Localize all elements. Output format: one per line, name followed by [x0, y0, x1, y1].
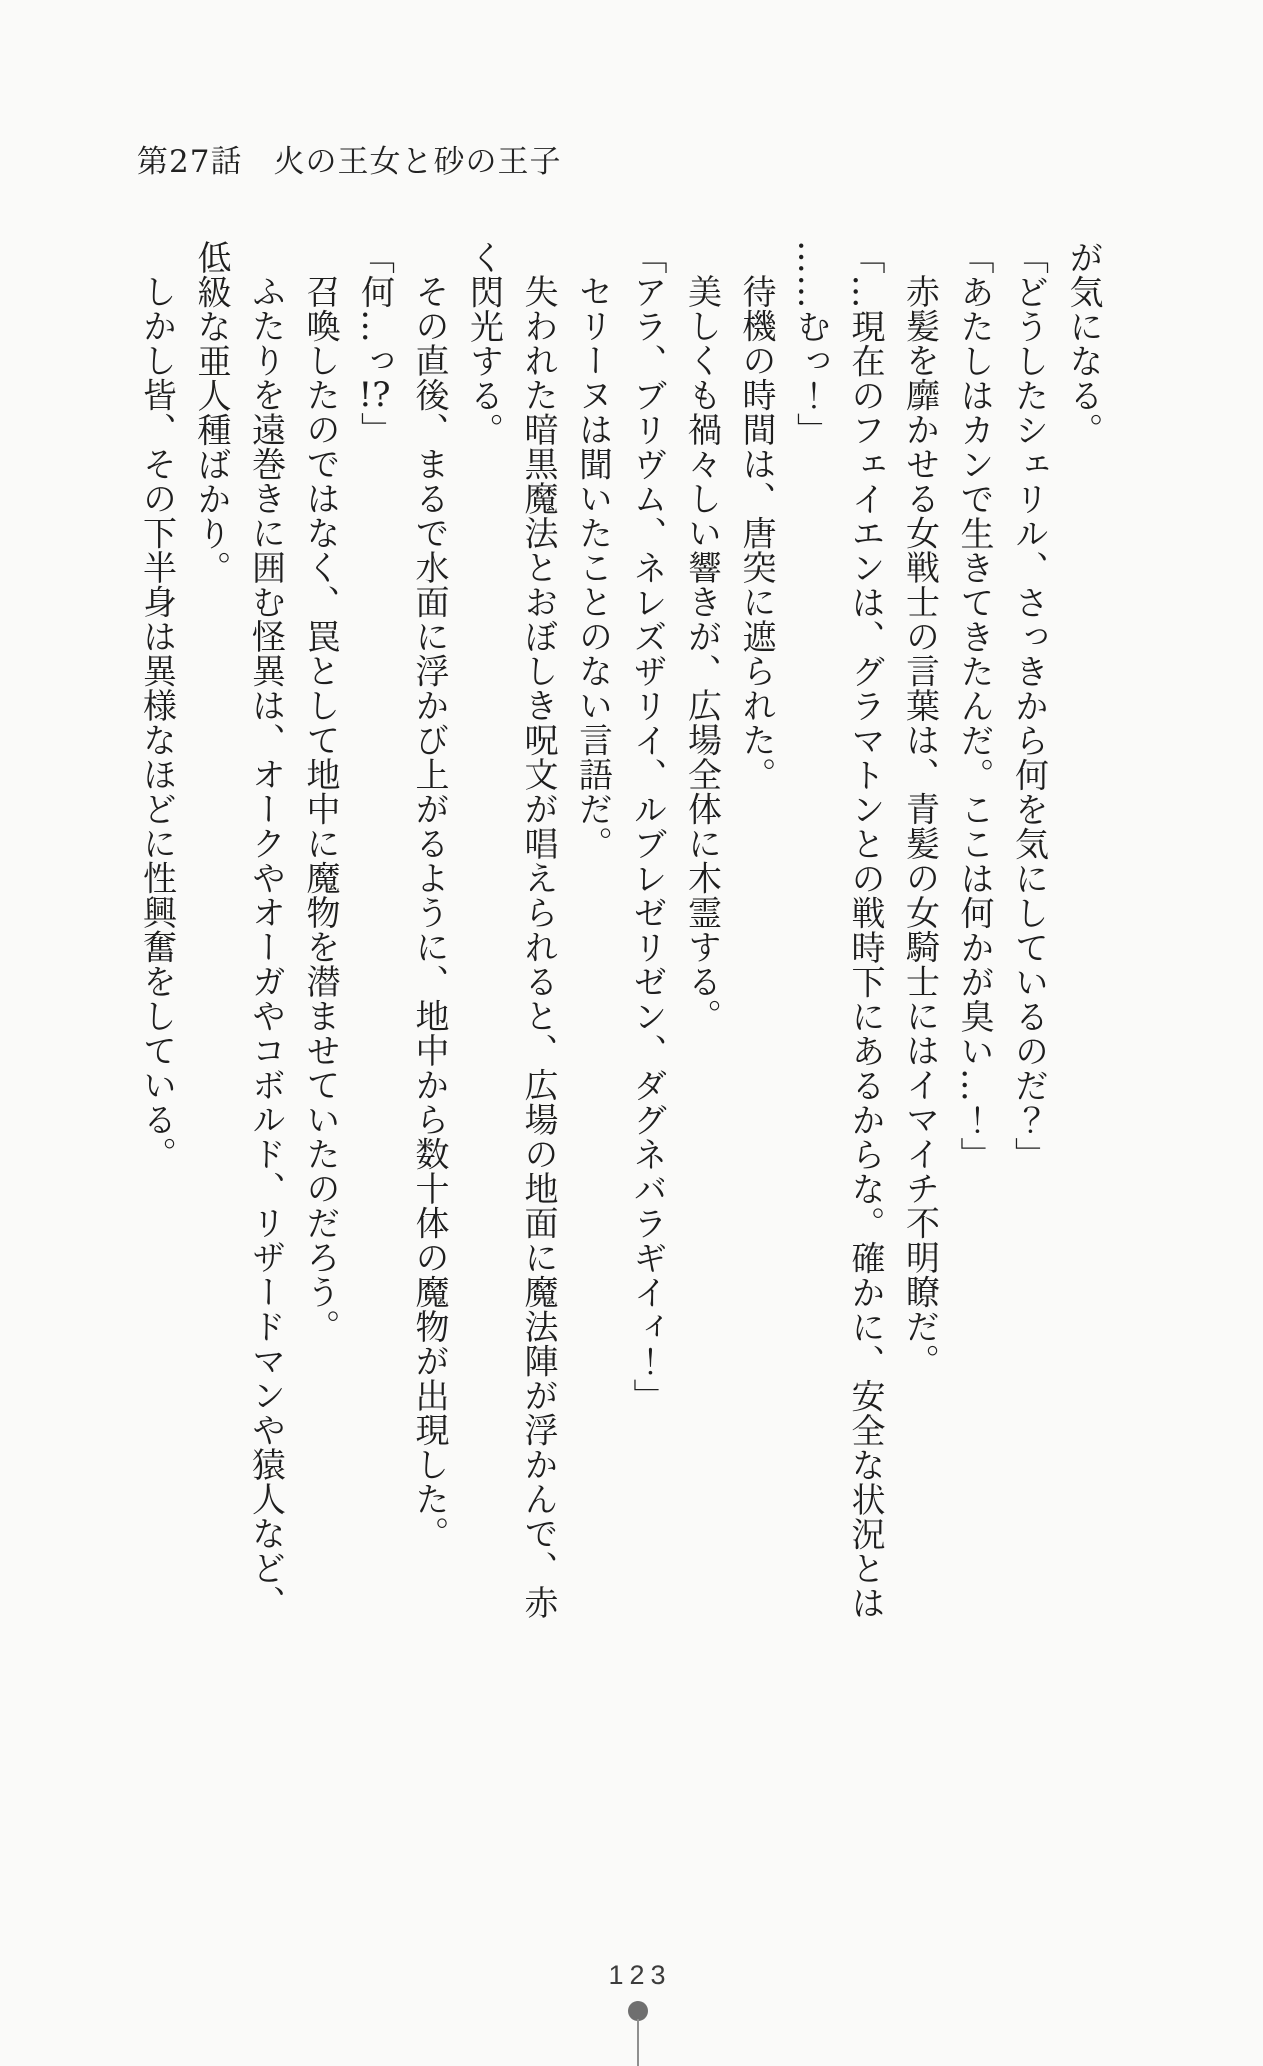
text-line [293, 240, 348, 1632]
chapter-title: 火の王女と砂の王子 [273, 144, 562, 180]
text-run: 召喚したのではなく、罠として地中に魔物を潜ませていたのだろう。 [300, 274, 340, 1344]
text-line [838, 240, 893, 1632]
text-run: 美しくも禍々しい響きが、広場全体に木霊する。 [681, 274, 722, 1033]
text-run: 「アラ、ブリヴム、ネレズザリイ、ルブレゼリゼン、ダグネバラギイィ！」 [627, 240, 667, 1413]
text-run: ふたりを遠巻きに囲む怪異は、オークやオーガやコボルド、リザードマンや猿人など、 [245, 274, 286, 1620]
text-line [674, 240, 729, 1632]
text-line [129, 240, 184, 1632]
text-line [947, 240, 1002, 1632]
text-run: 「…現在のフェイエンは、グラマトンとの戦時下にあるからな。確かに、安全な状況とは [845, 240, 885, 1620]
text-run: 「何…っ [354, 240, 395, 378]
text-line [892, 240, 947, 1632]
text-run: 赤髪を靡かせる女戦士の言葉は、青髪の女騎士にはイマイチ不明瞭だ。 [899, 274, 940, 1378]
text-run: 低級な亜人種ばかり。 [191, 240, 231, 585]
text-line [238, 240, 293, 1632]
tatechuyoko-run: !? [358, 378, 391, 412]
text-run: その直後、まるで水面に浮かび上がるように、地中から数十体の魔物が出現した。 [409, 274, 449, 1551]
text-run: が気になる。 [1063, 240, 1103, 447]
text-run: セリーヌは聞いたことのない言語だ。 [572, 274, 613, 861]
body-text-block [129, 240, 1110, 1632]
text-line [1056, 240, 1111, 1632]
text-line [402, 240, 457, 1632]
chapter-header [137, 136, 561, 181]
section-divider-line [637, 2019, 639, 2066]
text-line [511, 240, 566, 1632]
text-line [456, 240, 511, 1632]
text-line [565, 240, 620, 1632]
text-line [184, 240, 239, 1632]
page-number: 123 [608, 1960, 672, 1990]
chapter-number: 第27話 [137, 144, 243, 180]
text-line [729, 240, 784, 1632]
text-line [620, 240, 675, 1632]
text-run: 待機の時間は、唐突に遮られた。 [736, 274, 776, 792]
text-line [1001, 240, 1056, 1632]
text-run: しかし皆、その下半身は異様なほどに性興奮をしている。 [136, 274, 177, 1171]
text-run: 」 [354, 412, 395, 447]
text-run: ……むっ！」 [790, 240, 831, 447]
text-run: 「どうしたシェリル、さっきから何を気にしているのだ？」 [1008, 240, 1049, 1172]
text-run: 「あたしはカンで生きてきたんだ。ここは何かが臭い…！」 [954, 240, 994, 1172]
section-divider-dot-icon [628, 2001, 648, 2021]
text-line [783, 240, 838, 1632]
text-line [347, 240, 402, 1632]
text-run: く閃光する。 [463, 240, 504, 447]
text-run: 失われた暗黒魔法とおぼしき呪文が唱えられると、広場の地面に魔法陣が浮かんで、赤 [518, 274, 558, 1620]
